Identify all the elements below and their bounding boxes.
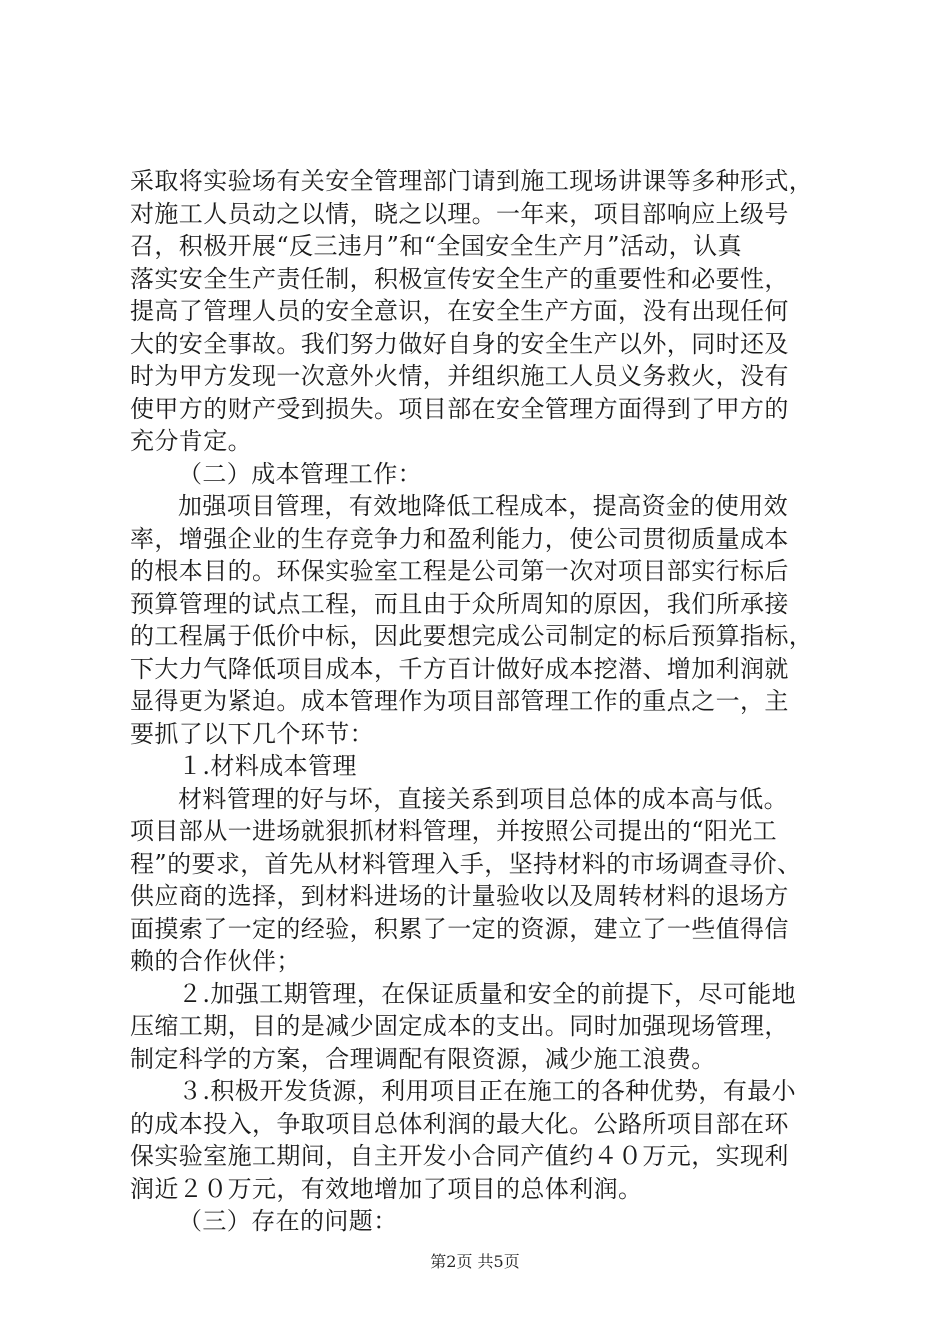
section-heading: （二）成本管理工作： xyxy=(178,459,422,488)
text-line: 保实验室施工期间，自主开发小合同产值约４０万元，实现利 xyxy=(130,1142,789,1170)
text-line: 面摸索了一定的经验，积累了一定的资源，建立了一些值得信 xyxy=(130,914,789,943)
text-line: 赖的合作伙伴； xyxy=(130,947,301,975)
document-body xyxy=(130,165,830,1238)
text-line: 采取将实验场有关安全管理部门请到施工现场讲课等多种形式， xyxy=(130,167,814,195)
text-line: 的成本投入，争取项目总体利润的最大化。公路所项目部在环 xyxy=(130,1109,789,1138)
text-line: ３.积极开发货源，利用项目正在施工的各种优势，有最小 xyxy=(178,1077,797,1105)
text-line: 压缩工期，目的是减少固定成本的支出。同时加强现场管理， xyxy=(130,1012,789,1040)
text-line: ２.加强工期管理，在保证质量和安全的前提下，尽可能地 xyxy=(178,979,797,1008)
text-line: 的根本目的。环保实验室工程是公司第一次对项目部实行标后 xyxy=(130,557,789,585)
text-line: 制定科学的方案，合理调配有限资源，减少施工浪费。 xyxy=(130,1044,716,1073)
text-line: 程”的要求，首先从材料管理入手，坚持材料的市场调查寻价、 xyxy=(130,849,802,878)
text-line: 下大力气降低项目成本，千方百计做好成本挖潜、增加利润就 xyxy=(130,654,789,683)
text-line: 提高了管理人员的安全意识，在安全生产方面，没有出现任何 xyxy=(130,297,789,325)
text-line: 落实安全生产责任制，积极宣传安全生产的重要性和必要性， xyxy=(130,264,789,293)
text-line: 润近２０万元，有效地增加了项目的总体利润。 xyxy=(130,1174,643,1203)
text-line: 时为甲方发现一次意外火情，并组织施工人员义务救火，没有 xyxy=(130,362,789,390)
text-line: 对施工人员动之以情，晓之以理。一年来，项目部响应上级号 xyxy=(130,199,789,228)
text-line: 显得更为紧迫。成本管理作为项目部管理工作的重点之一，主 xyxy=(130,687,789,715)
text-line: 要抓了以下几个环节： xyxy=(130,719,374,748)
text-line: 加强项目管理，有效地降低工程成本，提高资金的使用效 xyxy=(178,492,788,520)
section-heading: （三）存在的问题： xyxy=(178,1207,398,1235)
text-line: 使甲方的财产受到损失。项目部在安全管理方面得到了甲方的 xyxy=(130,394,789,423)
text-line: 项目部从一进场就狠抓材料管理，并按照公司提出的“阳光工 xyxy=(130,817,778,845)
text-line: 供应商的选择，到材料进场的计量验收以及周转材料的退场方 xyxy=(130,882,789,910)
subsection-heading: １.材料成本管理 xyxy=(178,752,357,780)
text-line: 率，增强企业的生存竞争力和盈利能力，使公司贯彻质量成本 xyxy=(130,524,789,553)
text-line: 召，积极开展“反三违月”和“全国安全生产月”活动，认真 xyxy=(130,232,742,260)
text-line: 充分肯定。 xyxy=(130,427,252,455)
page-number-footer: 第2页 共5页 xyxy=(430,1252,520,1271)
text-line: 材料管理的好与坏，直接关系到项目总体的成本高与低。 xyxy=(178,784,788,813)
text-line: 的工程属于低价中标，因此要想完成公司制定的标后预算指标， xyxy=(130,622,814,650)
text-line: 预算管理的试点工程，而且由于众所周知的原因，我们所承接 xyxy=(130,589,789,618)
text-line: 大的安全事故。我们努力做好自身的安全生产以外，同时还及 xyxy=(130,329,789,358)
